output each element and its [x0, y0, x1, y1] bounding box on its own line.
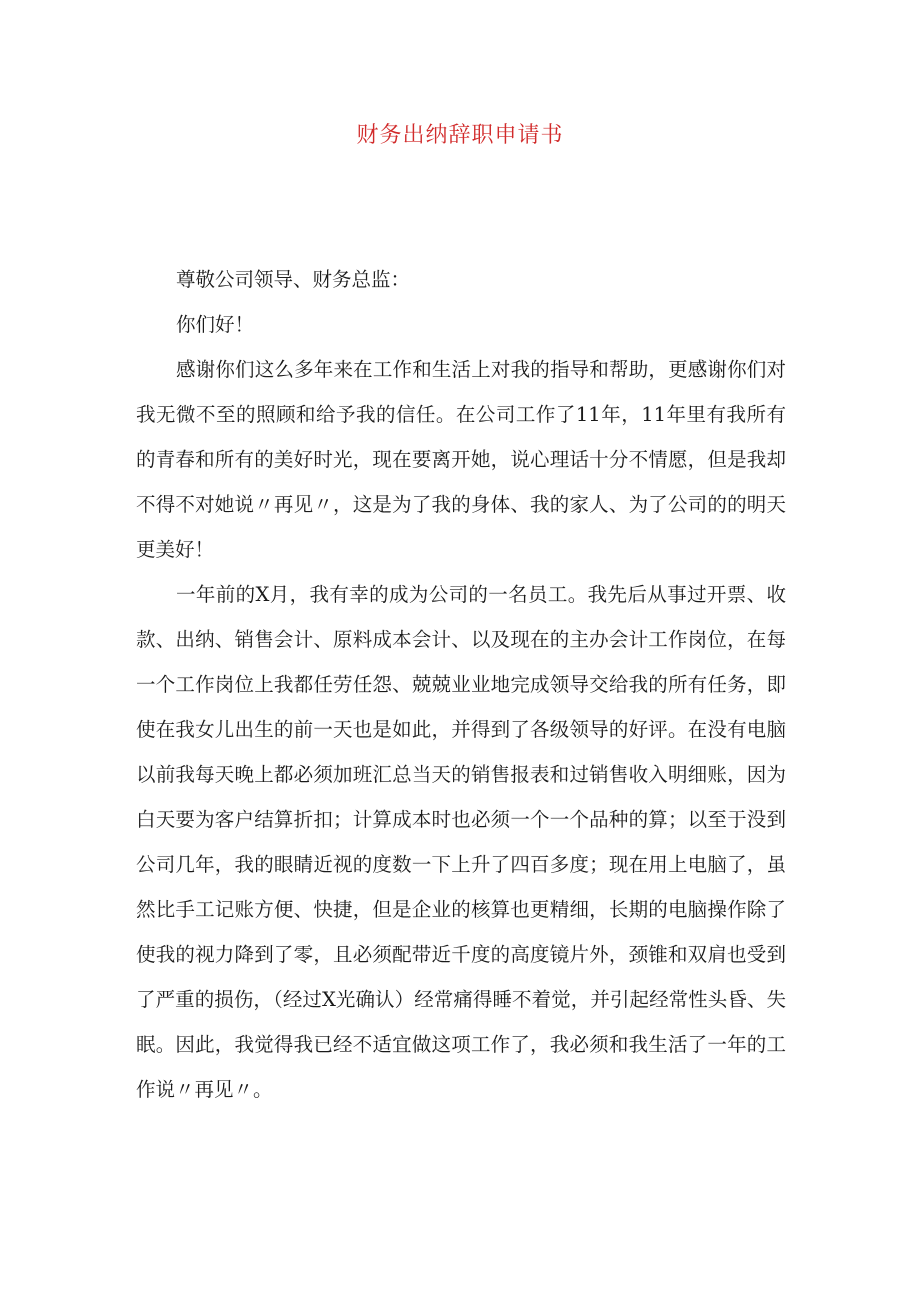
- document-title: 财务出纳辞职申请书: [356, 123, 564, 148]
- document-body: [136, 257, 786, 1112]
- greeting: 你们好！: [176, 313, 255, 336]
- paragraph-thanks: 感谢你们这么多年来在工作和生活上对我的指导和帮助，更感谢你们对我无微不至的照顾和给予我的信任。在公司工作了11年，11年里有我所有的青春和所有的美好时光，现在要离开她，说心理话十分不情愿，但是我却不得不对她说〃再见〃，这是为了我的身体、我的家人、为了公司的的明天更美好！: [136, 358, 786, 561]
- salutation: 尊敬公司领导、财务总监：: [176, 268, 411, 291]
- paragraph-career: 一年前的X月，我有幸的成为公司的一名员工。我先后从事过开票、收款、出纳、销售会计、原料成本会计、以及现在的主办会计工作岗位，在每一个工作岗位上我都任劳任怨、兢兢业业地完成领导交给我的所有任务，即使在我女儿出生的前一天也是如此，并得到了各级领导的好评。在没有电脑以前我每天晚上都必须加班汇总当天的销售报表和过销售收入明细账，因为白天要为客户结算折扣；计算成本时也必须一个一个品种的算；以至于没到公司几年，我的眼睛近视的度数一下上升了四百多度；现在用上电脑了，虽然比手工记账方便、快捷，但是企业的核算也更精细，长期的电脑操作除了使我的视力降到了零，且必须配带近千度的高度镜片外，颈锥和双肩也受到了严重的损伤，（经过X光确认）经常痛得睡不着觉，并引起经常性头昏、失眠。因此，我觉得我已经不适宜做这项工作了，我必须和我生活了一年的工作说〃再见〃。: [136, 583, 786, 1101]
